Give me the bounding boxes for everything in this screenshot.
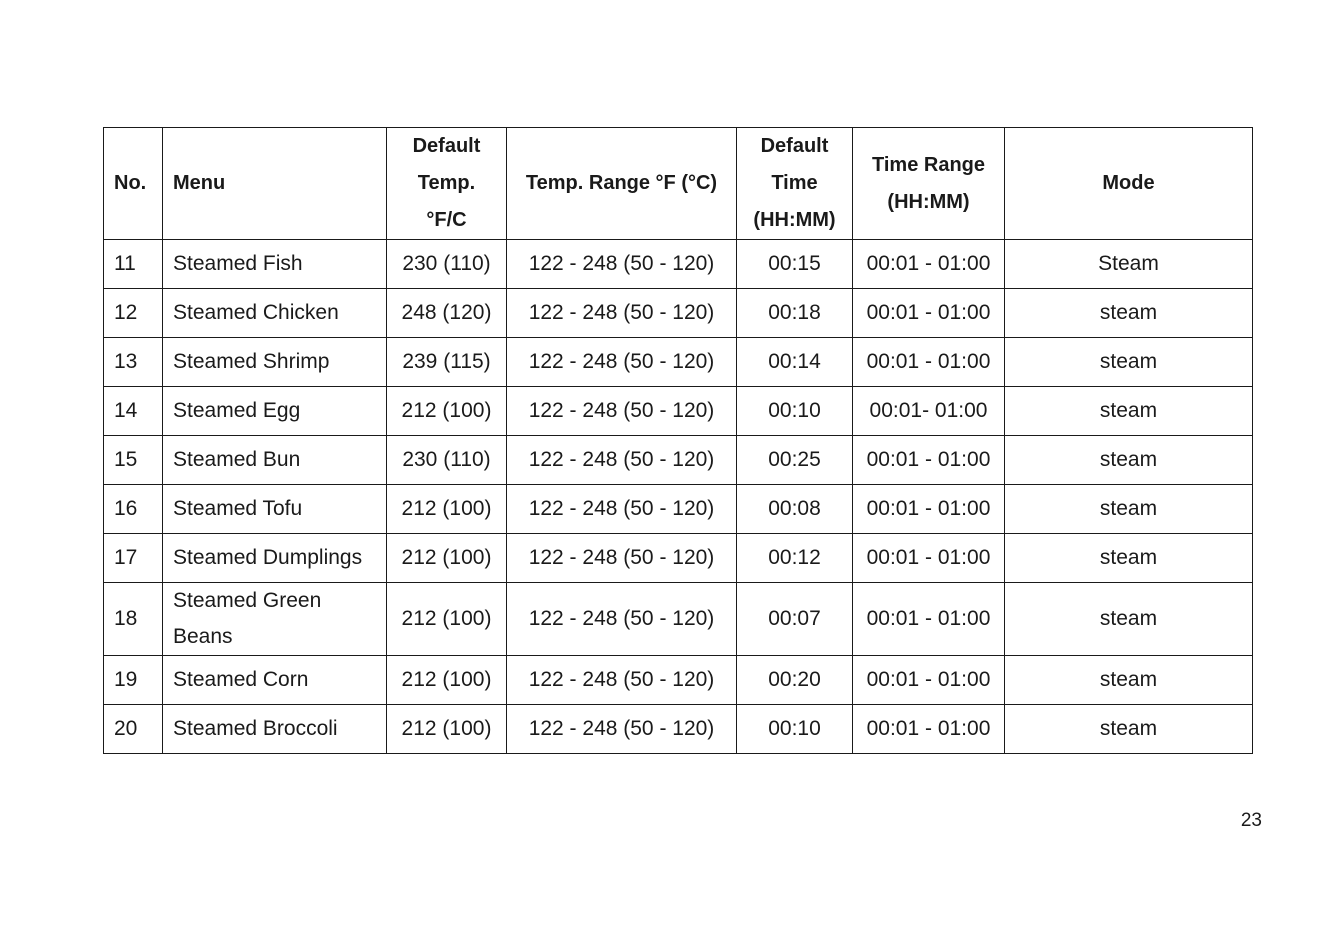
cell-temp-range: 122 - 248 (50 - 120): [507, 534, 737, 583]
cell-mode: steam: [1005, 338, 1253, 387]
cell-temp-range: 122 - 248 (50 - 120): [507, 583, 737, 656]
cell-temp-range: 122 - 248 (50 - 120): [507, 485, 737, 534]
cell-no: 13: [104, 338, 163, 387]
cell-menu: Steamed Dumplings: [163, 534, 387, 583]
table-row: [104, 338, 1253, 387]
cell-default-time: 00:10: [737, 387, 853, 436]
cell-default-temp: 230 (110): [387, 240, 507, 289]
cell-default-time: 00:15: [737, 240, 853, 289]
table-row: [104, 583, 1253, 656]
cell-no: 12: [104, 289, 163, 338]
cell-mode: steam: [1005, 656, 1253, 705]
header-time-range-line: (HH:MM): [887, 190, 970, 213]
header-temp-range: Temp. Range °F (°C): [507, 128, 737, 240]
header-time-range: [853, 128, 1005, 240]
header-default-temp-line: °F/C: [426, 209, 467, 231]
header-default-time-line: Default: [760, 135, 829, 157]
page-number: 23: [1240, 810, 1262, 831]
table-row: [104, 240, 1253, 289]
header-row: [104, 128, 1253, 240]
cell-temp-range: 122 - 248 (50 - 120): [507, 387, 737, 436]
cell-no: 20: [104, 705, 163, 754]
cell-default-temp: 248 (120): [387, 289, 507, 338]
cell-menu: Steamed Broccoli: [163, 705, 387, 754]
cell-mode: steam: [1005, 387, 1253, 436]
cell-default-time: 00:18: [737, 289, 853, 338]
cell-default-time: 00:25: [737, 436, 853, 485]
cell-mode: steam: [1005, 534, 1253, 583]
cell-menu: Steamed Chicken: [163, 289, 387, 338]
cell-time-range: 00:01 - 01:00: [853, 240, 1005, 289]
cell-default-time: 00:14: [737, 338, 853, 387]
cell-mode: Steam: [1005, 240, 1253, 289]
cell-time-range: 00:01 - 01:00: [853, 338, 1005, 387]
cell-mode: steam: [1005, 436, 1253, 485]
header-default-time-line: Time: [771, 172, 818, 194]
table-row: [104, 656, 1253, 705]
cell-temp-range: 122 - 248 (50 - 120): [507, 436, 737, 485]
cell-temp-range: 122 - 248 (50 - 120): [507, 240, 737, 289]
cell-default-time: 00:08: [737, 485, 853, 534]
cell-time-range: 00:01 - 01:00: [853, 583, 1005, 656]
cell-default-temp: 212 (100): [387, 656, 507, 705]
cell-temp-range: 122 - 248 (50 - 120): [507, 289, 737, 338]
cell-default-temp: 212 (100): [387, 387, 507, 436]
header-default-time: [737, 128, 853, 240]
cell-time-range: 00:01 - 01:00: [853, 534, 1005, 583]
header-no: No.: [104, 128, 163, 240]
table-row: [104, 705, 1253, 754]
cell-time-range: 00:01 - 01:00: [853, 436, 1005, 485]
header-time-range-line: Time Range: [872, 153, 985, 176]
header-default-time-line: (HH:MM): [753, 209, 836, 231]
table-row: [104, 436, 1253, 485]
cell-default-temp: 230 (110): [387, 436, 507, 485]
cell-menu: Steamed Egg: [163, 387, 387, 436]
cell-no: 16: [104, 485, 163, 534]
cell-no: 14: [104, 387, 163, 436]
cell-time-range: 00:01 - 01:00: [853, 485, 1005, 534]
cell-menu: Steamed Bun: [163, 436, 387, 485]
cell-default-time: 00:07: [737, 583, 853, 656]
cell-no: 15: [104, 436, 163, 485]
cell-mode: steam: [1005, 583, 1253, 656]
cell-temp-range: 122 - 248 (50 - 120): [507, 705, 737, 754]
header-default-temp: [387, 128, 507, 240]
cell-no: 11: [104, 240, 163, 289]
cell-default-time: 00:12: [737, 534, 853, 583]
cell-default-temp: 239 (115): [387, 338, 507, 387]
cell-default-time: 00:10: [737, 705, 853, 754]
cooking-menu-table: [103, 127, 1253, 754]
cell-time-range: 00:01 - 01:00: [853, 289, 1005, 338]
cell-default-temp: 212 (100): [387, 485, 507, 534]
cell-menu: Steamed Green Beans: [163, 583, 387, 656]
cell-default-temp: 212 (100): [387, 534, 507, 583]
cell-time-range: 00:01 - 01:00: [853, 656, 1005, 705]
cell-no: 17: [104, 534, 163, 583]
cell-default-temp: 212 (100): [387, 705, 507, 754]
cell-menu: Steamed Shrimp: [163, 338, 387, 387]
cell-temp-range: 122 - 248 (50 - 120): [507, 338, 737, 387]
cell-menu: Steamed Fish: [163, 240, 387, 289]
header-default-temp-line: Default: [412, 135, 481, 157]
cell-mode: steam: [1005, 289, 1253, 338]
cell-menu: Steamed Corn: [163, 656, 387, 705]
header-mode: Mode: [1005, 128, 1253, 240]
header-default-temp-line: Temp.: [417, 172, 476, 194]
table-row: [104, 387, 1253, 436]
cell-mode: steam: [1005, 485, 1253, 534]
table-row: [104, 289, 1253, 338]
cell-default-time: 00:20: [737, 656, 853, 705]
cell-time-range: 00:01- 01:00: [853, 387, 1005, 436]
cell-no: 18: [104, 583, 163, 656]
cell-mode: steam: [1005, 705, 1253, 754]
cell-no: 19: [104, 656, 163, 705]
cell-default-temp: 212 (100): [387, 583, 507, 656]
cell-menu: Steamed Tofu: [163, 485, 387, 534]
cell-temp-range: 122 - 248 (50 - 120): [507, 656, 737, 705]
table-row: [104, 534, 1253, 583]
table-body: [104, 240, 1253, 754]
header-menu: Menu: [163, 128, 387, 240]
cell-time-range: 00:01 - 01:00: [853, 705, 1005, 754]
table-row: [104, 485, 1253, 534]
